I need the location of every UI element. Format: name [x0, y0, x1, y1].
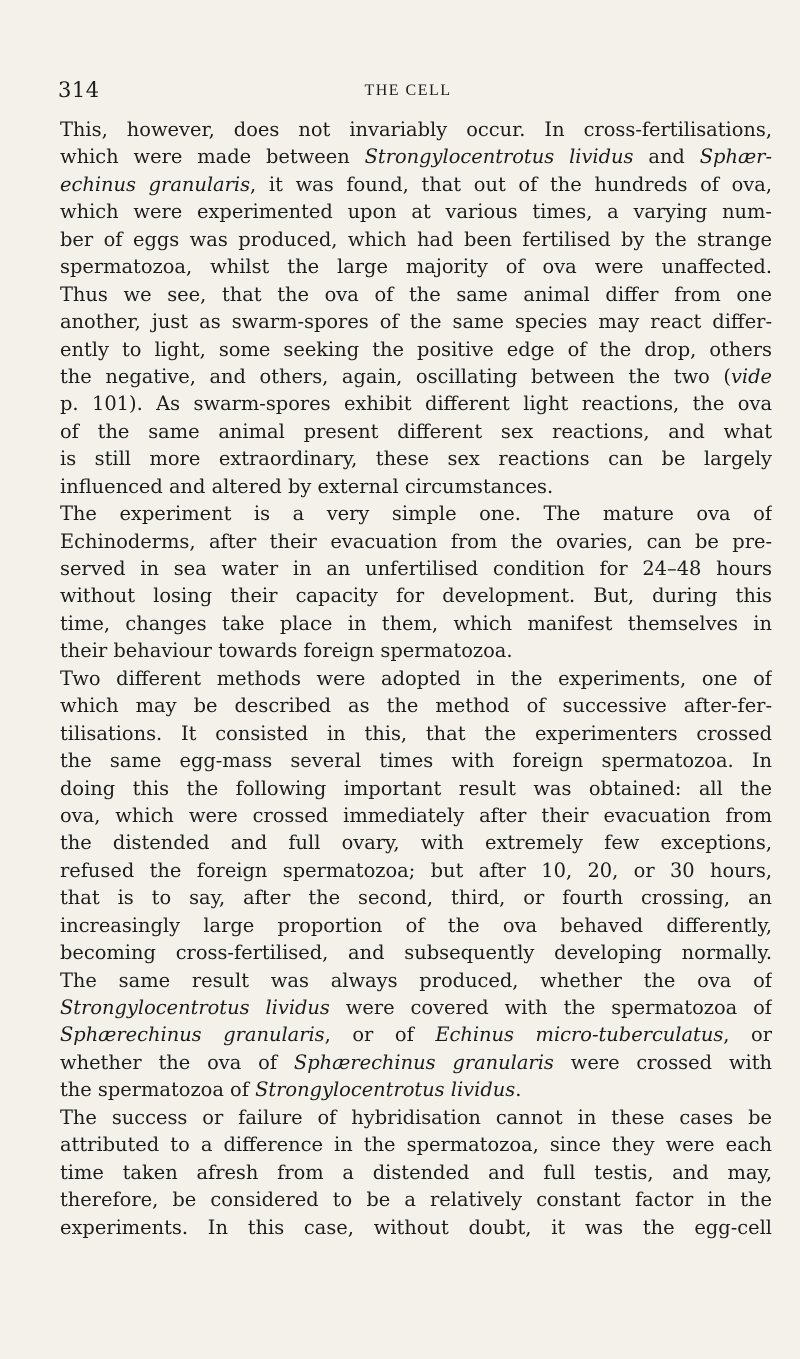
- running-head: THE CELL: [364, 82, 452, 99]
- text-line: The success or failure of hybridisation cannot in these cases be: [60, 1105, 772, 1129]
- text-line: another, just as swarm-spores of the same species may react differ-: [60, 310, 772, 334]
- text-line: ber of eggs was produced, which had been fertilised by the strange: [60, 227, 772, 251]
- text-line: which were experimented upon at various times, a varying num-: [60, 200, 772, 224]
- text-line: ova, which were crossed immediately after their evacuation from: [60, 803, 772, 827]
- text-line: that is to say, after the second, third, or fourth crossing, an: [60, 886, 772, 910]
- text-line: becoming cross-fertilised, and subsequently developing normally.: [60, 941, 772, 965]
- text-line: doing this the following important result was obtained: all the: [60, 776, 772, 800]
- text-line: time, changes take place in them, which manifest themselves in: [60, 611, 772, 635]
- text-line: This, however, does not invariably occur. In cross-fertilisations,: [60, 118, 772, 141]
- text-line: served in sea water in an unfertilised condition for 24–48 hours: [60, 557, 772, 580]
- text-line: spermatozoa, whilst the large majority of ova were unaffected.: [60, 255, 772, 279]
- text-line: without losing their capacity for development. But, during this: [60, 584, 772, 608]
- text-line: influenced and altered by external circumstances.: [60, 474, 554, 498]
- text-line: The same result was always produced, whether the ova of: [60, 968, 772, 992]
- text-line: tilisations. It consisted in this, that the experimenters crossed: [60, 721, 772, 745]
- body-text: [60, 116, 772, 1241]
- text-line: the distended and full ovary, with extremely few exceptions,: [60, 831, 772, 855]
- text-line: attributed to a difference in the spermatozoa, since they were each: [60, 1133, 772, 1157]
- text-line: whether the ova of Sphærechinus granularis were crossed with: [60, 1050, 772, 1074]
- text-line: the same egg-mass several times with foreign spermatozoa. In: [60, 749, 772, 773]
- text-line: echinus granularis, it was found, that out of the hundreds of ova,: [60, 172, 772, 196]
- text-line: which were made between Strongylocentrotus lividus and Sphær-: [60, 145, 772, 169]
- text-line: the spermatozoa of Strongylocentrotus lividus.: [60, 1078, 522, 1102]
- text-line: is still more extraordinary, these sex reactions can be largely: [60, 447, 772, 471]
- text-line: experiments. In this case, without doubt, it was the egg-cell: [60, 1215, 772, 1239]
- text-line: which may be described as the method of successive after-fer-: [60, 694, 772, 718]
- text-line: therefore, be considered to be a relatively constant factor in the: [60, 1188, 772, 1212]
- text-line: Echinoderms, after their evacuation from the ovaries, can be pre-: [60, 529, 772, 553]
- text-line: of the same animal present different sex reactions, and what: [60, 419, 772, 443]
- text-line: The experiment is a very simple one. The mature ova of: [60, 502, 772, 526]
- page-number: 314: [58, 78, 100, 102]
- text-line: Strongylocentrotus lividus were covered with the spermatozoa of: [60, 996, 772, 1019]
- text-line: ently to light, some seeking the positive edge of the drop, others: [60, 337, 772, 361]
- text-line: increasingly large proportion of the ova behaved differently,: [60, 913, 772, 937]
- text-line: Sphærechinus granularis, or of Echinus micro-tuberculatus, or: [60, 1023, 772, 1047]
- text-line: Thus we see, that the ova of the same animal differ from one: [60, 282, 772, 306]
- text-line: p. 101). As swarm-spores exhibit different light reactions, the ova: [60, 392, 772, 416]
- page-header: [58, 78, 758, 108]
- text-line: their behaviour towards foreign spermatozoa.: [60, 639, 513, 663]
- text-line: Two different methods were adopted in the experiments, one of: [60, 666, 772, 690]
- text-line: refused the foreign spermatozoa; but after 10, 20, or 30 hours,: [60, 858, 772, 882]
- text-line: time taken afresh from a distended and full testis, and may,: [60, 1160, 772, 1184]
- text-line: the negative, and others, again, oscillating between the two (vide: [60, 364, 772, 388]
